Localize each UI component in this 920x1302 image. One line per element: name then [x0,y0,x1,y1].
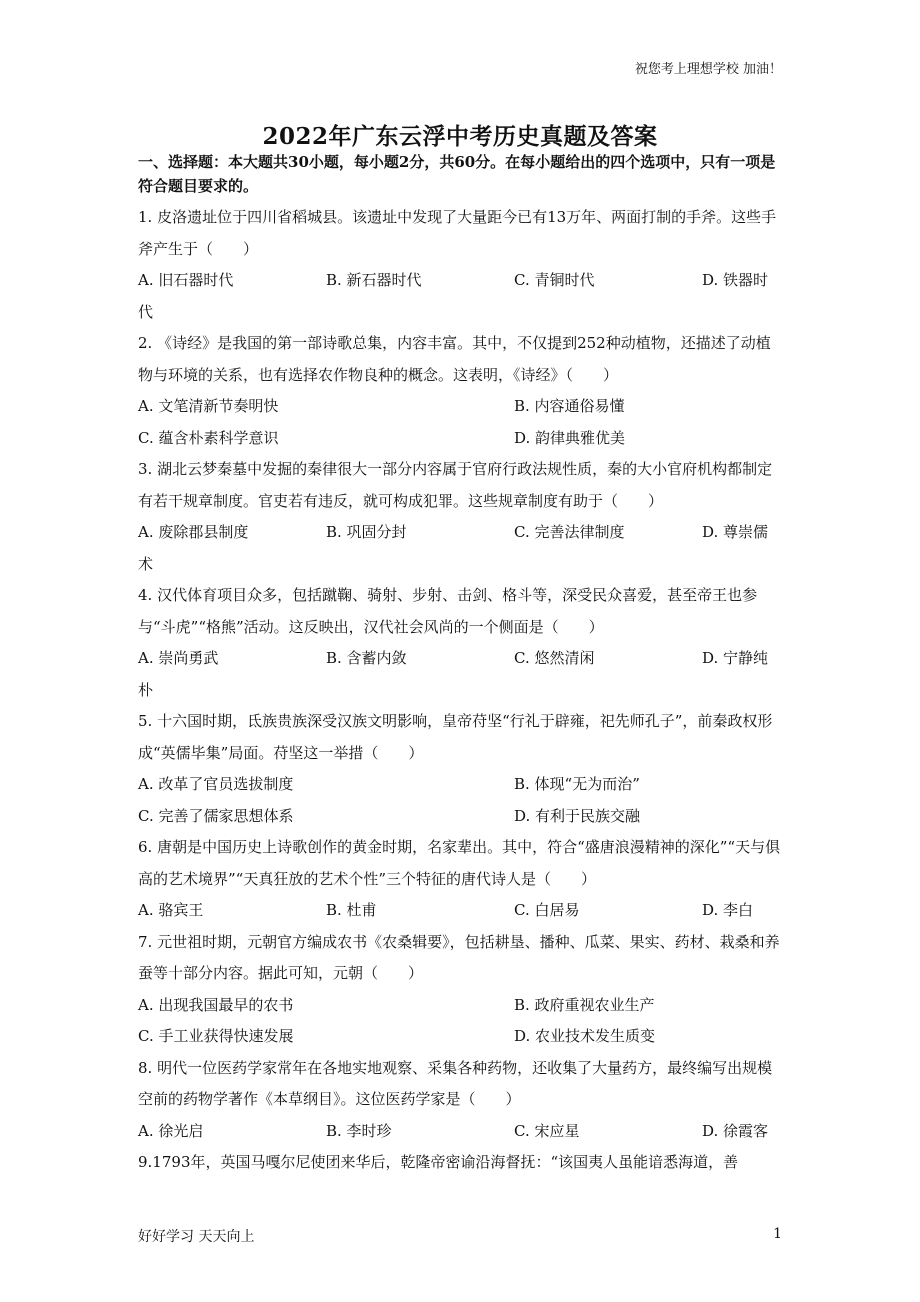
option: D. 宁静纯 [702,649,769,667]
option: C. 青铜时代 [514,271,595,289]
question-6-options [138,895,784,927]
option: C. 完善法律制度 [514,523,625,541]
option: D. 尊崇儒 [702,523,769,541]
page-title: 2022年广东云浮中考历史真题及答案 [262,123,658,150]
question-8-options [138,1116,784,1148]
option: D. 徐霞客 [702,1121,769,1140]
option-wrap: 代 [138,302,154,321]
option: C. 宋应星 [514,1121,580,1140]
question-5-options-row2 [138,801,784,833]
question-5-options-row1 [138,769,784,801]
question-2-options-row1 [138,391,784,423]
question-3-stem: 3. 湖北云梦秦墓中发掘的秦律很大一部分内容属于官府行政法规性质，秦的大小官府机构都制定有若干规章制度。官吏若有违反，就可构成犯罪。这些规章制度有助于（ ） [138,460,773,510]
option: C. 手工业获得快速发展 [138,1027,294,1045]
page-number: 1 [773,1226,782,1242]
question-8-stem: 8. 明代一位医药学家常年在各地实地观察、采集各种药物，还收集了大量药方，最终编写出规模空前的药物学著作《本草纲目》。这位医药学家是（ ） [138,1058,773,1108]
question-2-stem: 2. 《诗经》是我国的第一部诗歌总集，内容丰富。其中，不仅提到252种动植物，还描述了动植物与环境的关系，也有选择农作物良种的概念。这表明，《诗经》（ ） [138,334,771,384]
question-6-stem: 6. 唐朝是中国历史上诗歌创作的黄金时期，名家辈出。其中，符合“盛唐浪漫精神的深化”“天与俱高的艺术境界”“天真狂放的艺术个性”三个特征的唐代诗人是（ ） [138,838,781,888]
option: C. 蕴含朴素科学意识 [138,428,279,447]
option: D. 李白 [702,901,754,919]
question-4-options [138,643,784,675]
option: C. 白居易 [514,901,580,919]
option: B. 体现“无为而治” [514,775,640,793]
option: A. 改革了官员选拔制度 [138,775,294,793]
option: D. 韵律典雅优美 [514,428,626,447]
question-3-options [138,517,784,549]
option: A. 徐光启 [138,1121,204,1140]
option: C. 悠然清闲 [514,649,595,667]
question-5-stem: 5. 十六国时期，氐族贵族深受汉族文明影响，皇帝苻坚“行礼于辟雍，祀先师孔子”，前秦政权形成“英儒毕集”局面。苻坚这一举措（ ） [138,712,773,762]
option-wrap: 朴 [138,680,154,699]
header-motto: 祝您考上理想学校 加油！ [634,62,782,77]
option: D. 农业技术发生质变 [514,1027,656,1045]
question-2-options-row2 [138,423,784,455]
question-1-options [138,265,784,297]
option: B. 含蓄内敛 [326,649,407,667]
question-9-stem: 9.1793年，英国马嘎尔尼使团来华后，乾隆帝密谕沿海督抚：“该国夷人虽能谙悉海道，善 [138,1153,739,1171]
option: A. 出现我国最早的农书 [138,995,294,1014]
option: A. 骆宾王 [138,901,204,919]
question-7-options-row2 [138,1021,784,1053]
option-wrap: 术 [138,554,154,573]
section-heading: 一、选择题：本大题共30小题，每小题2分，共60分。在每小题给出的四个选项中，只有一项是符合题目要求的。 [138,153,776,195]
option: A. 崇尚勇武 [138,649,219,667]
question-1-stem: 1. 皮洛遗址位于四川省稻城县。该遗址中发现了大量距今已有13万年、两面打制的手斧。这些手斧产生于（ ） [138,208,777,258]
option: B. 杜甫 [326,901,377,919]
footer-motto: 好好学习 天天向上 [138,1229,255,1245]
option: A. 文笔清新节奏明快 [138,397,279,415]
question-4-stem: 4. 汉代体育项目众多，包括蹴鞠、骑射、步射、击剑、格斗等，深受民众喜爱，甚至帝王也参与“斗虎”“格熊”活动。这反映出，汉代社会风尚的一个侧面是（ ） [138,586,758,636]
question-7-stem: 7. 元世祖时期，元朝官方编成农书《农桑辑要》，包括耕垦、播种、瓜菜、果实、药材、栽桑和养蚕等十部分内容。据此可知，元朝（ ） [138,932,780,982]
option: B. 新石器时代 [326,271,422,289]
question-7-options-row1 [138,990,784,1022]
option: D. 有利于民族交融 [514,806,641,825]
exam-content [138,150,784,1179]
option: B. 内容通俗易懂 [514,397,625,415]
option: B. 李时珍 [326,1121,392,1140]
option: B. 巩固分封 [326,523,407,541]
option: D. 铁器时 [702,271,769,289]
option: C. 完善了儒家思想体系 [138,806,294,825]
option: A. 旧石器时代 [138,271,234,289]
option: B. 政府重视农业生产 [514,995,655,1014]
option: A. 废除郡县制度 [138,523,249,541]
